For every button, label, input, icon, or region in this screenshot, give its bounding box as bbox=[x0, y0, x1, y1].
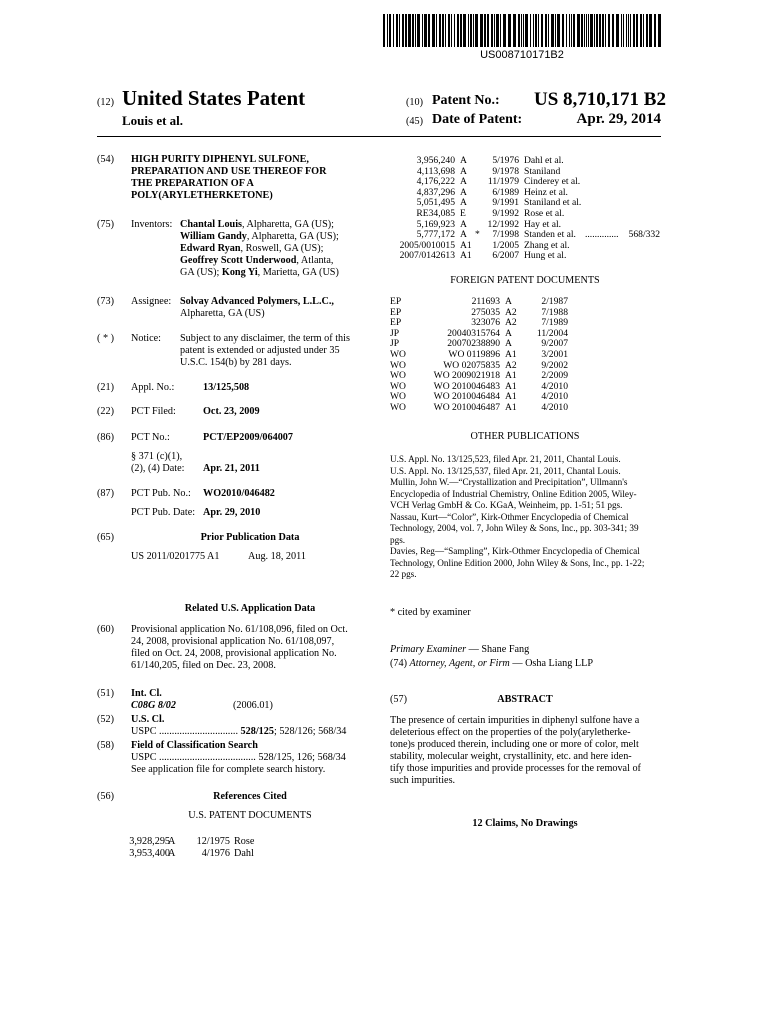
ref-number: 4,176,222 bbox=[416, 176, 455, 188]
abstract-line: such impurities. bbox=[390, 775, 456, 786]
ref-kind: A bbox=[460, 229, 467, 241]
ref-kind: A bbox=[168, 848, 176, 859]
prior-publication-number: US 2011/0201775 A1 bbox=[131, 551, 220, 562]
int-cl-version: (2006.01) bbox=[233, 700, 273, 711]
ref-kind: A bbox=[460, 176, 467, 188]
pct-pub-date-label: PCT Pub. Date: bbox=[131, 507, 196, 518]
ref-name: Rose bbox=[234, 836, 255, 847]
other-publication-line: 22 pgs. bbox=[390, 569, 417, 579]
assignee-location: Alpharetta, GA (US) bbox=[180, 308, 265, 319]
foreign-country: WO bbox=[390, 402, 406, 413]
section-371-date: Apr. 21, 2011 bbox=[203, 463, 260, 474]
ref-date: 7/1998 bbox=[492, 229, 519, 241]
date-of-patent: Apr. 29, 2014 bbox=[576, 111, 661, 127]
notice-line-3: U.S.C. 154(b) by 281 days. bbox=[180, 357, 292, 368]
prior-publication-date: Aug. 18, 2011 bbox=[248, 551, 306, 562]
ref-cited-star: * bbox=[475, 229, 480, 241]
ref-class: 568/332 bbox=[628, 229, 660, 241]
other-publications-heading: OTHER PUBLICATIONS bbox=[470, 431, 580, 442]
ref-number: 3,953,400 bbox=[129, 848, 170, 859]
abstract-line: stability, molecular weight, crystallinity, etc. and here iden- bbox=[390, 751, 632, 762]
foreign-kind: A bbox=[505, 327, 512, 339]
ref-name: Dahl bbox=[234, 848, 254, 859]
code-65: (65) bbox=[97, 532, 114, 543]
date-of-patent-label: Date of Patent: bbox=[432, 112, 523, 127]
ref-kind: A bbox=[460, 155, 467, 166]
title-line-3: THE PREPARATION OF A bbox=[131, 178, 254, 189]
ref-name: Dahl et al. bbox=[524, 155, 564, 166]
patent-number: US 8,710,171 B2 bbox=[534, 89, 666, 110]
foreign-country: JP bbox=[390, 338, 400, 350]
pct-pub-date: Apr. 29, 2010 bbox=[203, 507, 261, 518]
int-cl-class: C08G 8/02 bbox=[131, 700, 176, 711]
ref-date: 6/1989 bbox=[492, 186, 519, 198]
notice-label: Notice: bbox=[131, 333, 161, 344]
code-45: (45) bbox=[406, 116, 423, 127]
pct-pub-no-label: PCT Pub. No.: bbox=[131, 488, 191, 499]
ref-kind: A bbox=[168, 836, 176, 847]
other-publication-line: Davies, Reg—“Sampling”, Kirk-Othmer Encyclopedia of Chemical bbox=[390, 546, 640, 556]
primary-examiner: Primary Examiner — Shane Fang bbox=[390, 644, 530, 655]
us-cl-label: U.S. Cl. bbox=[131, 714, 165, 725]
inventor-5: GA (US); Kong Yi, Marietta, GA (US) bbox=[180, 267, 339, 278]
foreign-kind: A1 bbox=[505, 370, 517, 382]
ref-kind: E bbox=[460, 208, 466, 219]
ref-date: 12/1992 bbox=[487, 218, 519, 230]
document-title: United States Patent bbox=[122, 86, 306, 110]
ref-name: Rose et al. bbox=[524, 208, 565, 219]
prior-publication-heading: Prior Publication Data bbox=[200, 532, 300, 543]
foreign-kind: A1 bbox=[505, 402, 517, 413]
foreign-date: 7/1988 bbox=[541, 306, 568, 318]
foreign-number: WO 2010046483 bbox=[433, 380, 500, 392]
ref-kind: A bbox=[460, 186, 467, 198]
code-51: (51) bbox=[97, 688, 114, 699]
code-58: (58) bbox=[97, 740, 114, 751]
ref-kind: A bbox=[460, 197, 467, 209]
foreign-country: WO bbox=[390, 380, 406, 392]
code-56: (56) bbox=[97, 791, 114, 802]
ref-date: 1/2005 bbox=[492, 239, 519, 251]
foreign-date: 3/2001 bbox=[541, 349, 568, 360]
appl-no-label: Appl. No.: bbox=[131, 382, 175, 393]
foreign-kind: A bbox=[505, 338, 512, 350]
int-cl-label: Int. Cl. bbox=[131, 688, 162, 699]
inventor-1: Chantal Louis, Alpharetta, GA (US); bbox=[180, 219, 334, 230]
pct-pub-no: WO2010/046482 bbox=[203, 488, 275, 499]
code-60: (60) bbox=[97, 624, 114, 635]
ref-date: 5/1976 bbox=[492, 155, 519, 166]
other-publication-line: Encyclopedia of Industrial Chemistry, Online Edition 2005, Wiley- bbox=[390, 488, 637, 499]
other-publication-line: VCH Verlag GmbH & Co. KGaA, Weinheim, pp. 1-51; 51 pgs. bbox=[390, 500, 623, 510]
pct-no: PCT/EP2009/064007 bbox=[203, 432, 293, 443]
us-patent-documents-heading: U.S. PATENT DOCUMENTS bbox=[188, 810, 312, 821]
related-application-heading: Related U.S. Application Data bbox=[184, 603, 316, 614]
foreign-date: 9/2002 bbox=[541, 359, 568, 371]
pct-filed: Oct. 23, 2009 bbox=[203, 406, 260, 417]
foreign-kind: A1 bbox=[505, 391, 517, 403]
foreign-date: 2/1987 bbox=[541, 296, 568, 307]
ref-name: Hung et al. bbox=[524, 250, 567, 262]
ref-number: 2007/0142613 bbox=[399, 250, 455, 262]
section-371: § 371 (c)(1), bbox=[131, 451, 183, 462]
code-54: (54) bbox=[97, 154, 114, 165]
claims-summary: 12 Claims, No Drawings bbox=[472, 818, 578, 829]
code-21: (21) bbox=[97, 382, 114, 393]
title-line-1: HIGH PURITY DIPHENYL SULFONE, bbox=[131, 154, 309, 165]
assignee-name: Solvay Advanced Polymers, L.L.C., bbox=[180, 296, 334, 307]
ref-date: 9/1992 bbox=[492, 208, 519, 219]
foreign-date: 4/2010 bbox=[541, 402, 568, 413]
foreign-country: EP bbox=[390, 317, 402, 329]
attorney: (74) Attorney, Agent, or Firm — Osha Liang LLP bbox=[390, 658, 593, 669]
foreign-kind: A2 bbox=[505, 359, 517, 371]
code-22: (22) bbox=[97, 406, 114, 417]
foreign-patent-heading: FOREIGN PATENT DOCUMENTS bbox=[450, 275, 600, 286]
foreign-kind: A2 bbox=[505, 317, 517, 329]
abstract-heading: ABSTRACT bbox=[497, 694, 553, 705]
section-371-date-label: (2), (4) Date: bbox=[131, 463, 185, 474]
foreign-country: WO bbox=[390, 349, 406, 360]
ref-date: 12/1975 bbox=[196, 836, 230, 847]
inventors-label: Inventors: bbox=[131, 219, 173, 230]
ref-name: Cinderey et al. bbox=[524, 176, 581, 188]
barcode-number: US008710171B2 bbox=[480, 49, 564, 61]
foreign-kind: A bbox=[505, 296, 512, 307]
foreign-country: EP bbox=[390, 296, 402, 307]
foreign-country: WO bbox=[390, 370, 406, 382]
code-52: (52) bbox=[97, 714, 114, 725]
code-57: (57) bbox=[390, 694, 407, 705]
provisional-line-3: filed on Oct. 24, 2008, provisional application No. bbox=[131, 648, 337, 659]
ref-name: Staniland bbox=[524, 165, 561, 177]
header-rule bbox=[97, 136, 661, 137]
other-publication-line: Technology, 2004, vol. 7, John Wiley & Sons, Inc., pp. 303-341; 39 bbox=[390, 523, 639, 533]
notice-line-2: patent is extended or adjusted under 35 bbox=[180, 345, 340, 356]
inventor-2: William Gandy, Alpharetta, GA (US); bbox=[180, 231, 339, 242]
foreign-number: WO 2009021918 bbox=[433, 370, 500, 382]
foreign-kind: A1 bbox=[505, 349, 517, 360]
inventor-3: Edward Ryan, Roswell, GA (US); bbox=[180, 243, 324, 254]
us-cl-line: USPC ............................... 528/125; 528/126; 568/34 bbox=[131, 726, 347, 737]
ref-number: RE34,085 bbox=[416, 208, 455, 219]
foreign-kind: A1 bbox=[505, 380, 517, 392]
ref-name: Hay et al. bbox=[524, 218, 562, 230]
ref-number: 3,928,295 bbox=[129, 836, 170, 847]
ref-kind: A1 bbox=[460, 239, 472, 251]
ref-name: Staniland et al. bbox=[524, 197, 582, 209]
other-publication-line: U.S. Appl. No. 13/125,537, filed Apr. 21, 2011, Chantal Louis. bbox=[390, 465, 621, 476]
other-publication-line: pgs. bbox=[390, 534, 406, 545]
references-cited-heading: References Cited bbox=[213, 791, 287, 802]
ref-leader-dots: .............. bbox=[585, 229, 619, 241]
other-publication-line: Mullin, John W.—“Crystallization and Precipitation”, Ullmann's bbox=[390, 477, 628, 487]
ref-name: Zhang et al. bbox=[524, 239, 570, 251]
code-73: (73) bbox=[97, 296, 114, 307]
foreign-number: WO 0119896 bbox=[448, 349, 500, 360]
pct-no-label: PCT No.: bbox=[131, 432, 170, 443]
ref-kind: A bbox=[460, 165, 467, 177]
pct-filed-label: PCT Filed: bbox=[131, 406, 176, 417]
title-line-2: PREPARATION AND USE THEREOF FOR bbox=[131, 166, 327, 177]
code-12: (12) bbox=[97, 97, 114, 108]
foreign-number: 323076 bbox=[471, 317, 500, 329]
barcode bbox=[383, 14, 661, 47]
field-of-search-label: Field of Classification Search bbox=[131, 740, 258, 751]
foreign-number: WO 2010046487 bbox=[433, 402, 500, 413]
ref-number: 3,956,240 bbox=[416, 155, 455, 166]
field-of-search-line: USPC ...................................... 528/125, 126; 568/34 bbox=[131, 752, 346, 763]
ref-kind: A1 bbox=[460, 250, 472, 262]
provisional-line-1: Provisional application No. 61/108,096, filed on Oct. bbox=[131, 624, 348, 635]
foreign-number: WO 2010046484 bbox=[433, 391, 500, 403]
code-notice: ( * ) bbox=[97, 333, 114, 344]
foreign-country: JP bbox=[390, 327, 400, 339]
foreign-date: 9/2007 bbox=[541, 338, 568, 350]
ref-number: 5,169,923 bbox=[416, 218, 455, 230]
abstract-line: tify those impurities and provide processes for the removal of bbox=[390, 763, 641, 774]
foreign-number: 275035 bbox=[471, 306, 500, 318]
other-publication-line: Nassau, Kurt—“Color”, Kirk-Othmer Encyclopedia of Chemical bbox=[390, 511, 629, 522]
ref-name: Standen et al. bbox=[524, 229, 576, 241]
ref-date: 11/1979 bbox=[487, 176, 519, 188]
cited-by-examiner: * cited by examiner bbox=[390, 607, 471, 618]
foreign-kind: A2 bbox=[505, 306, 517, 318]
foreign-date: 4/2010 bbox=[541, 391, 568, 403]
ref-kind: A bbox=[460, 218, 467, 230]
abstract-line: deleterious effect on the properties of the poly(aryletherke- bbox=[390, 727, 631, 738]
other-publication-line: Technology, Online Edition 2000, John Wiley & Sons, Inc., pp. 1-22; bbox=[390, 557, 645, 568]
foreign-number: 20040315764 bbox=[447, 327, 500, 339]
foreign-date: 7/1989 bbox=[541, 317, 568, 329]
foreign-country: WO bbox=[390, 359, 406, 371]
provisional-line-2: 24, 2008, provisional application No. 61/108,097, bbox=[131, 636, 335, 647]
abstract-line: The presence of certain impurities in diphenyl sulfone have a bbox=[390, 715, 640, 726]
ref-number: 2005/0010015 bbox=[399, 239, 455, 251]
code-87: (87) bbox=[97, 488, 114, 499]
foreign-country: WO bbox=[390, 391, 406, 403]
appl-no: 13/125,508 bbox=[203, 382, 250, 393]
foreign-date: 4/2010 bbox=[541, 380, 568, 392]
ref-number: 4,113,698 bbox=[416, 165, 455, 177]
code-75: (75) bbox=[97, 219, 114, 230]
ref-name: Heinz et al. bbox=[524, 186, 568, 198]
see-application-file: See application file for complete search history. bbox=[131, 764, 326, 775]
ref-date: 6/2007 bbox=[492, 250, 519, 262]
inventor-4: Geoffrey Scott Underwood, Atlanta, bbox=[180, 255, 334, 266]
foreign-date: 11/2004 bbox=[536, 327, 568, 339]
patent-number-label: Patent No.: bbox=[432, 93, 500, 108]
ref-date: 4/1976 bbox=[201, 848, 230, 859]
code-86: (86) bbox=[97, 432, 114, 443]
foreign-number: 20070238890 bbox=[447, 338, 500, 350]
ref-number: 5,051,495 bbox=[416, 197, 455, 209]
other-publication-line: U.S. Appl. No. 13/125,523, filed Apr. 21, 2011, Chantal Louis. bbox=[390, 454, 621, 464]
authors: Louis et al. bbox=[122, 113, 184, 128]
foreign-number: 211693 bbox=[471, 296, 500, 307]
abstract-line: tone)s produced therein, including one or more of color, melt bbox=[390, 739, 639, 750]
foreign-country: EP bbox=[390, 306, 402, 318]
code-10: (10) bbox=[406, 97, 423, 108]
foreign-date: 2/2009 bbox=[541, 370, 568, 382]
ref-number: 4,837,296 bbox=[416, 186, 455, 198]
ref-date: 9/1991 bbox=[492, 197, 519, 209]
assignee-label: Assignee: bbox=[131, 296, 172, 307]
title-line-4: POLY(ARYLETHERKETONE) bbox=[131, 190, 273, 201]
notice-line-1: Subject to any disclaimer, the term of this bbox=[180, 333, 350, 344]
ref-number: 5,777,172 bbox=[416, 229, 455, 241]
provisional-line-4: 61/140,205, filed on Dec. 23, 2008. bbox=[131, 660, 276, 671]
foreign-number: WO 02075835 bbox=[443, 359, 500, 371]
ref-date: 9/1978 bbox=[492, 165, 519, 177]
